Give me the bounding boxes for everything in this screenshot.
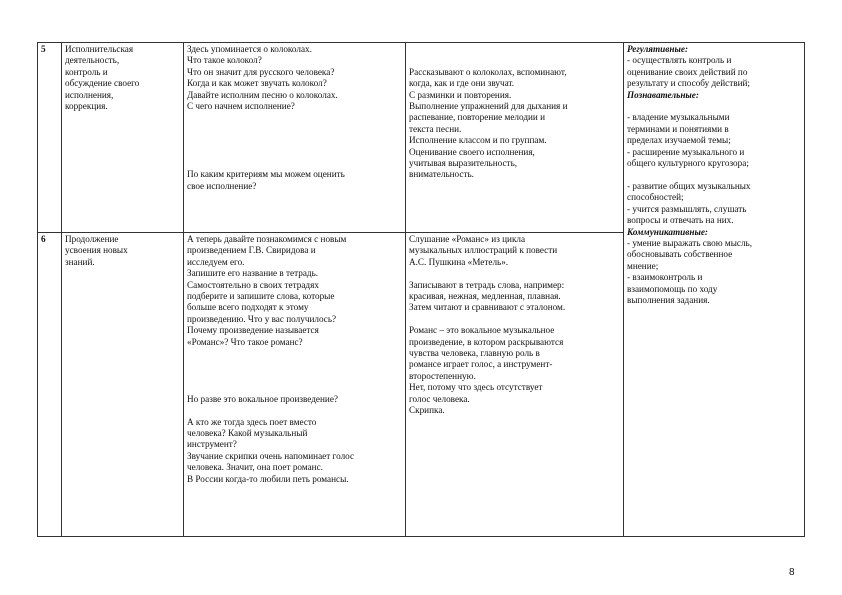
cell-line: распевание, повторение мелодии и <box>409 112 546 123</box>
uud-line: оценивание своих действий по <box>627 66 748 77</box>
student-activity-cell <box>406 43 624 233</box>
cell-line: А кто же тогда здесь поет вместо <box>187 416 317 427</box>
cell-line <box>409 55 620 66</box>
cell-line <box>409 314 620 325</box>
cell-line <box>187 158 402 169</box>
cell-line: Затем читают и сравнивают с эталоном. <box>409 302 566 313</box>
cell-line: когда, как и где они звучат. <box>409 78 515 89</box>
uud-line: взаимопомощь по ходу <box>627 283 718 294</box>
cell-line: Выполнение упражнений для дыхания и <box>409 101 568 112</box>
uud-line: - учится размышлять, слушать <box>627 203 747 214</box>
cell-line: больше всего подходят к этому <box>187 302 309 313</box>
cell-line <box>187 135 402 146</box>
cell-line: романсе играет голос, а инструмент- <box>409 359 553 370</box>
cell-line: человека? Какой музыкальный <box>187 427 308 438</box>
cell-line: произведению. Что у вас получилось? <box>187 313 337 324</box>
cell-line: С чего начнем исполнение? <box>187 101 295 112</box>
cell-line: деятельность, <box>65 55 120 66</box>
cell-line: Оценивание своего исполнения, <box>409 146 535 157</box>
cell-line: внимательность. <box>409 169 474 180</box>
page-number: 8 <box>789 567 795 578</box>
cell-line: свое исполнение? <box>187 180 257 191</box>
learning-actions-cell <box>624 43 805 537</box>
cell-line <box>409 268 620 279</box>
uud-line: общего культурного кругозора; <box>627 158 749 169</box>
cell-line: Продолжение <box>65 234 119 244</box>
stage-cell <box>62 233 184 537</box>
cell-line: красивая, нежная, медленная, плавная. <box>409 291 561 302</box>
cell-line: музыкальных иллюстраций к повести <box>409 245 558 256</box>
cell-line: Скрипка. <box>409 405 445 416</box>
cell-line: Запишите его название в тетрадь. <box>187 268 319 279</box>
cell-line: Давайте исполним песню о колоколах. <box>187 89 338 100</box>
cell-line <box>187 359 402 370</box>
student-activity-cell <box>406 233 624 537</box>
cell-line: знаний. <box>65 256 95 267</box>
cell-line: голос человека. <box>409 393 470 404</box>
row-number: 5 <box>38 43 62 233</box>
cell-line: чувства человека, главную роль в <box>409 348 540 359</box>
cell-line: Когда и как может звучать колокол? <box>187 78 327 89</box>
cell-line <box>187 112 402 123</box>
table-row <box>38 43 805 233</box>
cell-line: А теперь давайте познакомимся с новым <box>187 234 347 244</box>
cell-line: произведение, в котором раскрываются <box>409 336 564 347</box>
cell-line: Слушание «Романс» из цикла <box>409 234 526 244</box>
uud-line <box>627 169 801 180</box>
stage-cell <box>62 43 184 233</box>
uud-heading: Познавательные: <box>627 89 699 100</box>
uud-heading: Коммуникативные: <box>627 226 708 237</box>
uud-line: - развитие общих музыкальных <box>627 180 751 191</box>
cell-line: контроль и <box>65 66 108 77</box>
cell-line: Записывают в тетрадь слова, например: <box>409 279 565 290</box>
uud-line <box>627 101 801 112</box>
cell-line: Но разве это вокальное произведение? <box>187 393 338 404</box>
cell-line <box>187 147 402 158</box>
cell-line: Исполнение классом и по группам. <box>409 135 547 146</box>
row-number: 6 <box>38 233 62 537</box>
cell-line: А.С. Пушкина «Метель». <box>409 256 509 267</box>
cell-line: второстепенную. <box>409 370 476 381</box>
uud-line: вопросы и отвечать на них. <box>627 215 734 226</box>
cell-line: «Романс»? Что такое романс? <box>187 336 303 347</box>
cell-line: произведением Г.В. Свиридова и <box>187 245 316 256</box>
cell-line <box>187 348 402 359</box>
cell-line: исследуем его. <box>187 256 245 267</box>
cell-line: обсуждение своего <box>65 78 140 89</box>
uud-line: терминами и понятиями в <box>627 123 729 134</box>
cell-line <box>187 371 402 382</box>
cell-line: По каким критериям мы можем оценить <box>187 169 345 180</box>
cell-line <box>187 405 402 416</box>
uud-line: - взаимоконтроль и <box>627 272 703 283</box>
cell-line: учитывая выразительность, <box>409 158 518 169</box>
cell-line: Нет, потому что здесь отсутствует <box>409 382 543 393</box>
cell-line: инструмент? <box>187 439 237 450</box>
cell-line: В России когда-то любили петь романсы. <box>187 473 349 484</box>
cell-line <box>187 382 402 393</box>
uud-heading: Регулятивные: <box>627 44 689 54</box>
cell-line: Почему произведение называется <box>187 325 319 336</box>
lesson-plan-table <box>37 42 805 537</box>
cell-line: Рассказывают о колоколах, вспоминают, <box>409 66 567 77</box>
cell-line: С разминки и повторения. <box>409 89 512 100</box>
uud-line: мнение; <box>627 260 659 271</box>
cell-line: исполнения, <box>65 89 114 100</box>
cell-line: Что он значит для русского человека? <box>187 66 335 77</box>
cell-line: усвоения новых <box>65 245 128 256</box>
cell-line: Самостоятельно в своих тетрадях <box>187 279 319 290</box>
cell-line: текста песни. <box>409 123 462 134</box>
uud-line: результату и способу действий; <box>627 78 750 89</box>
cell-line: Романс – это вокальное музыкальное <box>409 325 555 336</box>
cell-line <box>409 44 620 55</box>
cell-line: Здесь упоминается о колоколах. <box>187 44 312 54</box>
cell-line: человека. Значит, она поет романс. <box>187 462 323 473</box>
uud-line: пределах изучаемой темы; <box>627 135 731 146</box>
cell-line: подберите и запишите слова, которые <box>187 291 335 302</box>
uud-line: обосновывать собственное <box>627 249 733 260</box>
cell-line: Что такое колокол? <box>187 55 262 66</box>
uud-line: выполнения задания. <box>627 294 710 305</box>
teacher-activity-cell <box>184 43 406 233</box>
uud-line: - расширение музыкального и <box>627 146 745 157</box>
uud-line: - умение выражать свою мысль, <box>627 237 753 248</box>
uud-line: - владение музыкальными <box>627 112 730 123</box>
uud-line: - осуществлять контроль и <box>627 55 732 66</box>
uud-line: способностей; <box>627 192 684 203</box>
cell-line <box>187 124 402 135</box>
teacher-activity-cell <box>184 233 406 537</box>
cell-line: Звучание скрипки очень напоминает голос <box>187 450 355 461</box>
cell-line: коррекция. <box>65 101 108 112</box>
cell-line: Исполнительская <box>65 44 134 54</box>
